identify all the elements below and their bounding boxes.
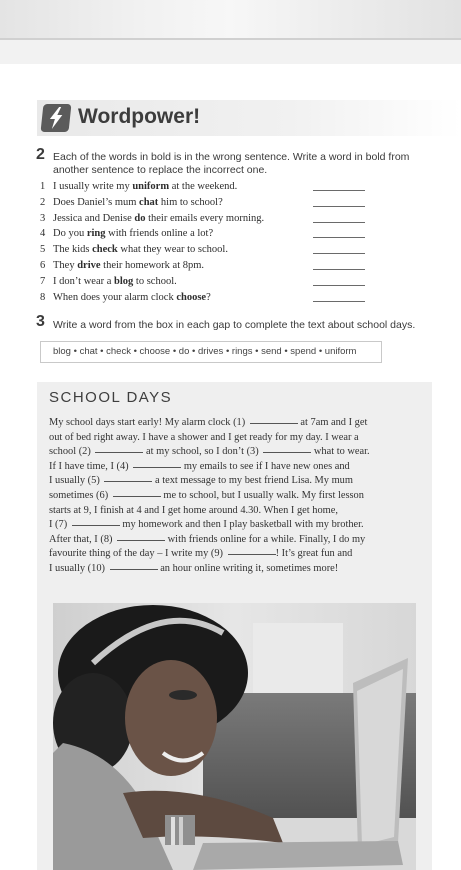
bold-word: blog [114,275,134,287]
list-item [40,274,460,289]
bold-word: check [92,244,118,256]
text-line [49,445,409,460]
text-segment: After that, I (8) [49,533,116,545]
exercise-2-instruction-line1: Each of the words in bold is in the wrong sentence. Write a word in bold from [53,151,410,163]
list-item [40,179,460,194]
answer-line[interactable] [313,301,365,302]
text-segment: school (2) [49,446,94,458]
item-sentence [53,195,223,210]
sentence-part: When does your alarm clock [53,291,177,303]
exercise-2-number: 2 [36,146,45,163]
sentence-part: I don’t wear a [53,275,115,287]
gap-blank[interactable] [72,525,120,526]
sentence-part: Do you [53,228,87,240]
item-number: 5 [40,244,46,256]
item-sentence [53,274,177,289]
answer-line[interactable] [313,253,365,254]
sentence-part: ? [206,291,211,303]
lightning-icon [41,104,72,132]
sentence-part: their emails every morning. [145,212,265,224]
gap-blank[interactable] [110,569,158,570]
sentence-part: to school. [133,275,177,287]
item-sentence [53,226,213,241]
text-segment: If I have time, I (4) [49,460,132,472]
text-line [49,474,409,489]
sentence-part: at the weekend. [169,181,238,192]
bold-word: drive [77,260,101,271]
list-item [40,226,460,241]
item-number: 8 [40,291,46,303]
text-segment: my homework and then I play basketball with my brother. [119,519,364,531]
text-segment: starts at 9, I finish at 4 and I get home around 4.30. When I get home, [49,504,338,516]
text-line [49,562,409,577]
text-segment: at my school, so I don’t (3) [143,446,262,458]
list-item [40,242,460,257]
sentence-part: with friends online a lot? [105,228,214,240]
answer-line[interactable] [313,269,365,270]
item-number: 7 [40,275,46,287]
reading-text [49,416,409,577]
text-segment: favourite thing of the day – I write my (9) [49,548,226,560]
text-segment: My school days start early! My alarm clock (1) [49,417,248,428]
gap-blank[interactable] [117,540,165,541]
text-segment: at 7am and I get [297,417,368,428]
text-line [49,431,409,446]
sentence-part: Does Daniel’s mum [53,196,140,208]
bold-word: choose [176,291,207,303]
gap-blank[interactable] [113,496,161,497]
gap-blank[interactable] [228,554,276,555]
answer-line[interactable] [313,206,365,207]
section-title: Wordpower! [78,105,201,128]
text-segment: an hour online writing it, sometimes more! [157,562,339,574]
sentence-part: The kids [53,244,93,256]
sentence-part: Jessica and Denise [53,212,135,224]
exercise-3-number: 3 [36,313,45,330]
gap-blank[interactable] [250,423,298,424]
item-sentence [53,211,264,226]
text-line [49,460,409,475]
text-line [49,504,409,519]
sentence-part: their homework at 8pm. [100,260,205,271]
sentence-part: what they wear to school. [117,244,228,256]
item-sentence [53,179,237,194]
item-sentence [53,242,228,257]
bold-word: ring [86,228,106,240]
answer-line[interactable] [313,190,365,191]
bold-word: uniform [132,181,170,192]
top-margin-band [0,0,461,38]
list-item [40,195,460,210]
item-sentence [53,290,211,305]
text-line [49,518,409,533]
text-segment: I (7) [49,519,70,531]
text-segment: my emails to see if I have new ones and [181,460,350,472]
item-number: 3 [40,212,46,224]
item-number: 2 [40,196,46,208]
text-segment: me to school, but I usually walk. My first lesson [160,489,364,501]
gap-blank[interactable] [263,452,311,453]
gap-blank[interactable] [104,481,152,482]
sentence-part: I usually write my [53,181,133,192]
sentence-part: him to school? [158,196,223,208]
item-number: 6 [40,260,46,271]
gap-blank[interactable] [133,467,181,468]
text-segment: I usually (5) [49,475,103,487]
exercise-2-instruction-line2: another sentence to replace the incorrect one. [53,164,268,176]
text-line [49,533,409,548]
item-number: 1 [40,181,46,192]
item-sentence [53,258,204,273]
exercise-3-instruction: Write a word from the box in each gap to complete the text about school days. [53,319,416,331]
text-segment: what to wear. [311,446,370,458]
word-box: blog • chat • check • choose • do • drives • rings • send • spend • uniform [40,341,382,363]
bold-word: chat [139,196,159,208]
text-line [49,416,409,431]
text-segment: sometimes (6) [49,489,111,501]
answer-line[interactable] [313,285,365,286]
sentence-part: They [53,260,78,271]
text-segment: out of bed right away. I have a shower and I get ready for my day. I wear a [49,431,359,443]
list-item [40,290,460,305]
gap-blank[interactable] [95,452,143,453]
answer-line[interactable] [313,222,365,223]
answer-line[interactable] [313,237,365,238]
text-line [49,547,409,562]
item-number: 4 [40,228,46,240]
girl-with-laptop-photo [53,603,416,870]
text-segment: with friends online for a while. Finally, I do my [165,533,366,545]
text-segment: I usually (10) [49,562,108,574]
list-item [40,258,460,273]
list-item [40,211,460,226]
text-segment: ! It’s great fun and [275,548,353,560]
text-segment: a text message to my best friend Lisa. My mum [152,475,353,487]
reading-title: SCHOOL DAYS [49,389,173,406]
top-strip [0,40,461,64]
text-line [49,489,409,504]
bold-word: do [134,212,146,224]
